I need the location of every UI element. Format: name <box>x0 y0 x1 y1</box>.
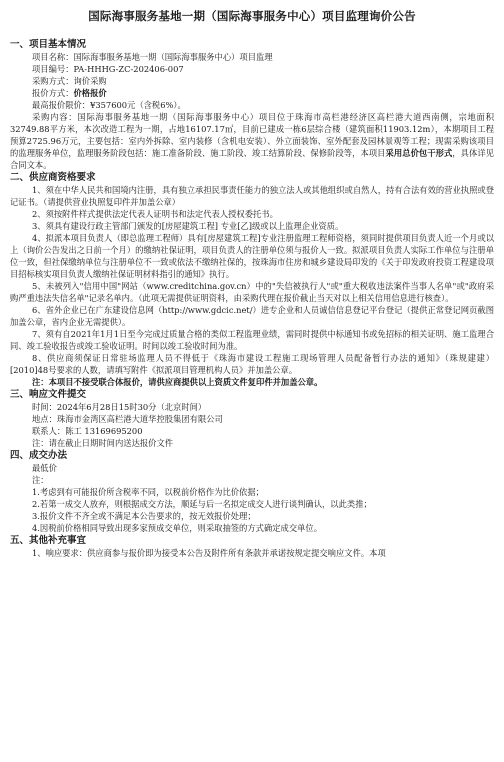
requirement-2: 2、须按附件样式提供法定代表人证明书和法定代表人授权委托书。 <box>32 209 278 219</box>
page-title: 国际海事服务基地一期（国际海事服务中心）项目监理询价公告 <box>88 9 416 23</box>
section-heading-award-method: 四、成交办法 <box>10 450 68 461</box>
requirement-8: 8、供应商须保证日常驻场监理人员不得低于《珠海市建设工程施工现场管理人员配备暂行办法的通知》（珠规建建）[2010]48号要求的人数，请填写附件《拟派项目管理机构人员》并加盖公章。 <box>10 353 494 375</box>
purchase-content-text: 采购内容：国际海事服务基地一期（国际海事服务中心）项目位于珠海市高栏港经济区高栏港大道西南侧，宗地面积32749.88平方米，本次改造工程为一期，占地16107.17㎡，目前已建成一栋6层综合楼（建筑面积11903.12m），本期项目工程预算2725.96万元，主要包括：室内外拆除、室内装修（含机电安装）、外立面装饰、室外配套及园林景观等工程；现需采购该项目的监理服务单位，监理服务阶段包括：施工准备阶段、施工阶段、竣工结算阶段、保修阶段等，本项目 <box>10 112 494 158</box>
purchase-content-tail: ，具体详见合同文本。 <box>10 148 494 170</box>
section-heading-basic-info: 一、项目基本情况 <box>10 39 87 50</box>
quote-form-value: 价格报价 <box>73 88 107 98</box>
purchase-content-emphasis: 采用总价包干形式 <box>385 148 453 158</box>
submission-time: 时间：2024年6月28日15时30分（北京时间） <box>32 402 207 412</box>
section-heading-qualifications: 二、供应商资格要求 <box>10 172 96 183</box>
award-note-3: 3.报价文件不齐全或不满足本公告要求的，按无效报价处理； <box>32 511 256 521</box>
submission-note: 注：请在截止日期时间内送达报价文件 <box>32 438 174 448</box>
submission-contact: 联系人：陈工 13169695200 <box>32 426 143 436</box>
section-heading-other: 五、其他补充事宜 <box>10 535 87 546</box>
section-heading-submission: 三、响应文件提交 <box>10 389 87 400</box>
other-item-1: 1、响应要求：供应商参与报价即为接受本公告及附件所有条款并承诺按规定提交响应文件。本项 <box>32 548 386 558</box>
project-name: 项目名称：国际海事服务基地一期（国际海事服务中心）项目监理 <box>32 52 273 62</box>
requirement-1: 1、须在中华人民共和国境内注册，具有独立承担民事责任能力的独立法人或其他组织或自然人，持有合法有效的营业执照或登记证书。（请提供营业执照复印件并加盖公章） <box>10 185 494 207</box>
submission-block <box>10 401 494 449</box>
purchase-method: 采购方式：询价采购 <box>32 76 107 86</box>
basic-info-block <box>10 51 494 111</box>
qualification-note: 注：本项目不接受联合体报价，请供应商提供以上资质文件复印件并加盖公章。 <box>32 377 323 387</box>
award-note-2: 2.若第一成交人放弃，则根据成交方法，顺延与后一名拟定成交人进行谈判确认，以此类推； <box>32 499 372 509</box>
award-method-block <box>10 462 494 534</box>
requirement-7: 7、须有自2021年1月1日至今完成过质量合格的类似工程监理业绩，需同时提供中标通知书或免招标的相关证明、施工监理合同、竣工验收报告或竣工验收证明。时间以竣工验收时间为准。 <box>10 329 494 351</box>
requirement-6: 6、省外企业已在广东建设信息网（http://www.gdcic.net/）进专企业和人员诚信信息登记平台登记（提供正常登记网页截图加盖公章，省内企业无需提供）。 <box>10 305 494 327</box>
award-method: 最低价 <box>32 463 57 473</box>
quote-form-label: 报价方式： <box>32 88 74 98</box>
requirement-5: 5、未被列入"信用中国"网站（www.creditchina.gov.cn）中的"失信被执行人"或"重大税收违法案件当事人名单"或"政府采购严重违法失信名单"记录名单内。（此项无需提供证明资料，由采购代理在报价截止当天对以上相关信用信息进行核查）。 <box>10 281 494 303</box>
requirement-3: 3、须具有建设行政主管部门颁发的[房屋建筑工程] 专业[乙]级或以上监理企业资质。 <box>32 221 344 231</box>
project-number: 项目编号：PA-HHHG-ZC-202406-007 <box>32 64 184 74</box>
requirement-4: 4、拟派本项目负责人（即总监理工程师）具有[房屋建筑工程]专业注册监理工程师资格，须同时提供项目负责人近一个月或以上（询价公告发出之日前一个月）的缴纳社保证明，项目负责人的注册单位须与报价人一致。拟派项目负责人实际工作单位与注册单位一致，但社保缴纳单位与注册单位不一致或依法不缴纳社保的，按珠海市住房和城乡建设局印发的《关于印发政府投资工程建设项目招标核实项目负责人缴纳社保证明材料指引的通知》执行。 <box>10 233 494 279</box>
max-price: 最高报价限价：¥357600元（含税6%）。 <box>32 100 186 110</box>
award-note-4: 4.因税前价格相同导致出现多家预成交单位，则采取抽签的方式确定成交单位。 <box>32 523 323 533</box>
purchase-content <box>10 111 494 171</box>
submission-place: 地点：珠海市金湾区高栏港大道华控股集团有限公司 <box>32 414 223 424</box>
quote-form <box>32 87 494 99</box>
award-note-label: 注： <box>32 475 49 485</box>
award-note-1: 1.考虑到有可能报价所含税率不同，以税前价格作为比价依据； <box>32 487 264 497</box>
